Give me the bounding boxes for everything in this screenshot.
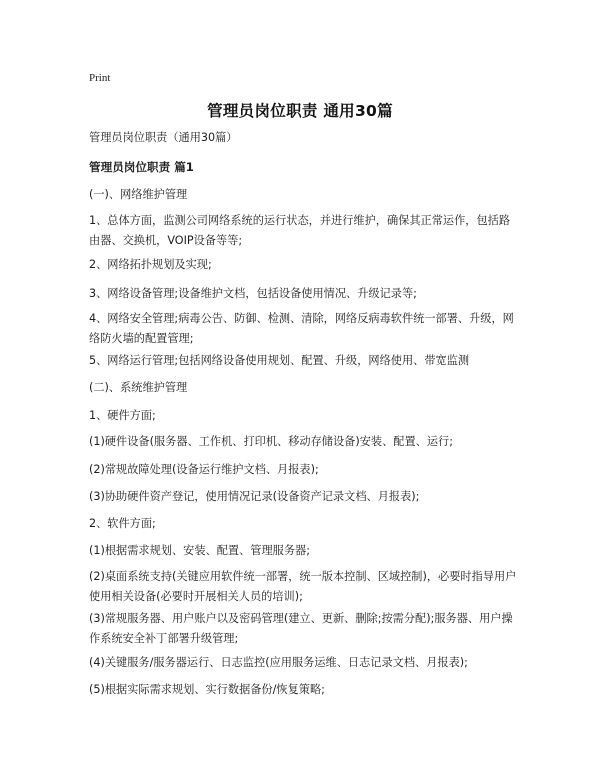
paragraph-asset-registration: (3)协助硬件资产登记，使用情况记录(设备资产记录文档、月报表); [89,490,420,503]
paragraph-system-maintenance-heading: (二)、系统维护管理 [89,381,188,394]
paragraph-operation-management: 5、网络运行管理;包括网络设备使用规划、配置、升级，网络使用、带宽监测 [89,354,470,367]
paragraph-security-management: 4、网络安全管理;病毒公告、防御、检测、清除，网络反病毒软件统一部署、升级，网络防火墙的配置管理; [89,312,514,345]
paragraph-network-maintenance-heading: (一)、网络维护管理 [89,188,188,201]
paragraph-fault-handling: (2)常规故障处理(设备运行维护文档、月报表); [89,463,319,476]
paragraph-overall: 1、总体方面，监测公司网络系统的运行状态，并进行维护，确保其正常运作，包括路由器、交换机，VOIP设备等等; [89,214,511,247]
paragraph-server-planning: (1)根据需求规划、安装、配置、管理服务器; [89,544,310,557]
page-title: 管理员岗位职责 通用30篇 [207,102,393,120]
paragraph-hardware-heading: 1、硬件方面; [89,409,156,422]
paragraph-backup-strategy: (5)根据实际需求规划、实行数据备份/恢复策略; [89,683,325,696]
paragraph-log-monitoring: (4)关键服务/服务器运行、日志监控(应用服务运维、日志记录文档、月报表); [89,656,468,669]
document-subtitle: 管理员岗位职责（通用30篇） [89,131,238,144]
paragraph-software-heading: 2、软件方面; [89,517,156,530]
print-label[interactable]: Print [89,72,111,84]
paragraph-topology: 2、网络拓扑规划及实现; [89,258,212,271]
paragraph-desktop-support: (2)桌面系统支持(关键应用软件统一部署，统一版本控制、区域控制)，必要时指导用户使用相关设备(必要时开展相关人员的培训); [89,570,517,603]
paragraph-device-management: 3、网络设备管理;设备维护文档，包括设备使用情况、升级记录等; [89,287,417,300]
paragraph-hardware-install: (1)硬件设备(服务器、工作机、打印机、移动存储设备)安装、配置、运行; [89,435,453,448]
section-heading: 管理员岗位职责 篇1 [89,160,194,174]
paragraph-account-management: (3)常规服务器、用户账户以及密码管理(建立、更新、删除;按需分配);服务器、用户操作系统安全补丁部署升级管理; [89,612,513,645]
